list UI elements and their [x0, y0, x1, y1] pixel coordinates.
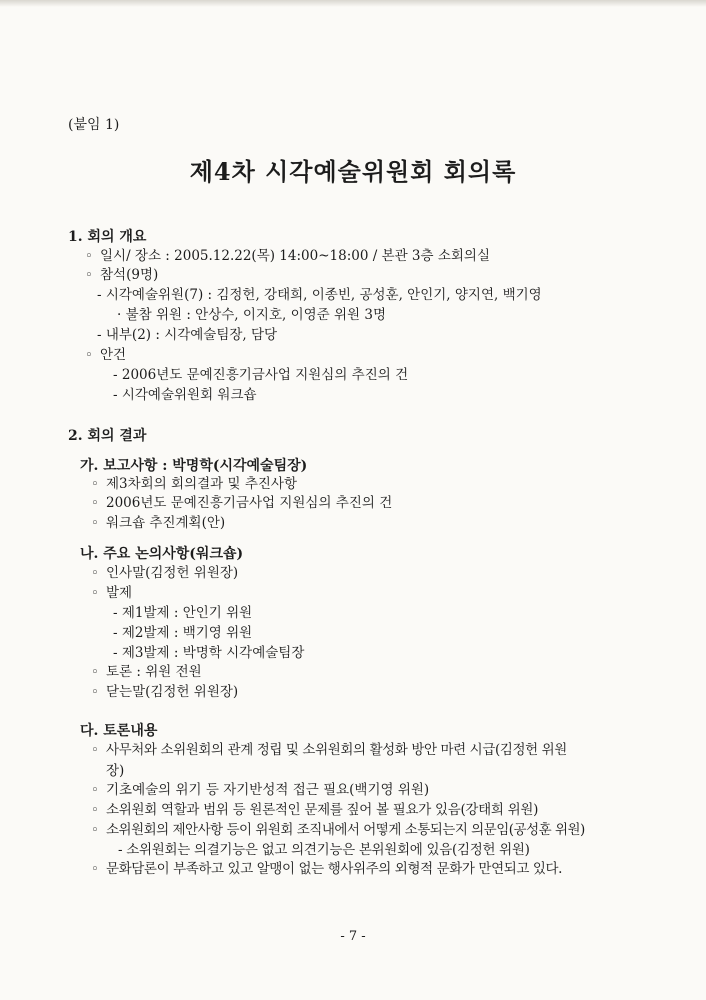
section2-heading: 2. 회의 결과	[68, 428, 147, 444]
discussion-heading: 나. 주요 논의사항(워크숍)	[80, 546, 244, 562]
debate-item: ◦ 소위원회의 제안사항 등이 위원회 조직내에서 어떻게 소통되는지 의문임(공성훈 위원)	[106, 824, 585, 838]
attendance: ◦ 참석(9명)	[100, 269, 158, 283]
committee-members: - 시각예술위원(7) : 김정헌, 강태희, 이종빈, 공성훈, 안인기, 양지연, 백기영	[97, 287, 542, 303]
debate-item: ◦ 기초예술의 위기 등 자기반성적 접근 필요(백기영 위원)	[106, 784, 429, 798]
meeting-datetime-place: ◦ 일시/ 장소 : 2005.12.22(목) 14:00~18:00 / 본관 3층 소회의실	[100, 250, 490, 264]
debate-item-continued: 장)	[106, 763, 125, 779]
agenda-label: ◦ 안건	[100, 349, 126, 363]
presentation-label: ◦ 발제	[106, 587, 132, 601]
report-item: ◦ 워크숍 추진계획(안)	[106, 517, 225, 531]
scan-edge	[0, 0, 706, 7]
section1-heading: 1. 회의 개요	[68, 229, 147, 245]
page-title: 제4차 시각예술위원회 회의록	[189, 157, 517, 186]
debate-item: ◦ 소위원회 역할과 범위 등 원론적인 문제를 짚어 볼 필요가 있음(강태희 위원)	[106, 804, 538, 818]
page-number: - 7 -	[340, 929, 366, 944]
debate-item: ◦ 문화담론이 부족하고 있고 알맹이 없는 행사위주의 외형적 문화가 만연되고 있다.	[106, 863, 562, 877]
agenda-item: - 2006년도 문예진흥기금사업 지원심의 추진의 건	[113, 367, 409, 383]
presentation-item: - 제2발제 : 백기영 위원	[113, 625, 253, 641]
debate-content-heading: 다. 토론내용	[80, 723, 158, 739]
report-heading: 가. 보고사항 : 박명학(시각예술팀장)	[80, 458, 308, 474]
report-item: ◦ 2006년도 문예진흥기금사업 지원심의 추진의 건	[106, 497, 392, 511]
debate-sub-item: - 소위원회는 의결기능은 없고 의견기능은 본위원회에 있음(김정헌 위원)	[118, 842, 530, 858]
absent-members: · 불참 위원 : 안상수, 이지호, 이영준 위원 3명	[117, 307, 386, 323]
agenda-item: - 시각예술위원회 워크숍	[113, 387, 257, 403]
debate: ◦ 토론 : 위원 전원	[106, 666, 202, 680]
attachment-label: (붙임 1)	[68, 117, 120, 133]
greeting: ◦ 인사말(김정헌 위원장)	[106, 567, 238, 581]
closing-remarks: ◦ 닫는말(김정헌 위원장)	[106, 686, 238, 700]
internal-staff: - 내부(2) : 시각예술팀장, 담당	[97, 327, 278, 343]
presentation-item: - 제3발제 : 박명학 시각예술팀장	[113, 645, 305, 661]
debate-item: ◦ 사무처와 소위원회의 관계 정립 및 소위원회의 활성화 방안 마련 시급(김정헌 위원	[106, 744, 567, 758]
presentation-item: - 제1발제 : 안인기 위원	[113, 605, 253, 621]
report-item: ◦ 제3차회의 회의결과 및 추진사항	[106, 478, 297, 492]
